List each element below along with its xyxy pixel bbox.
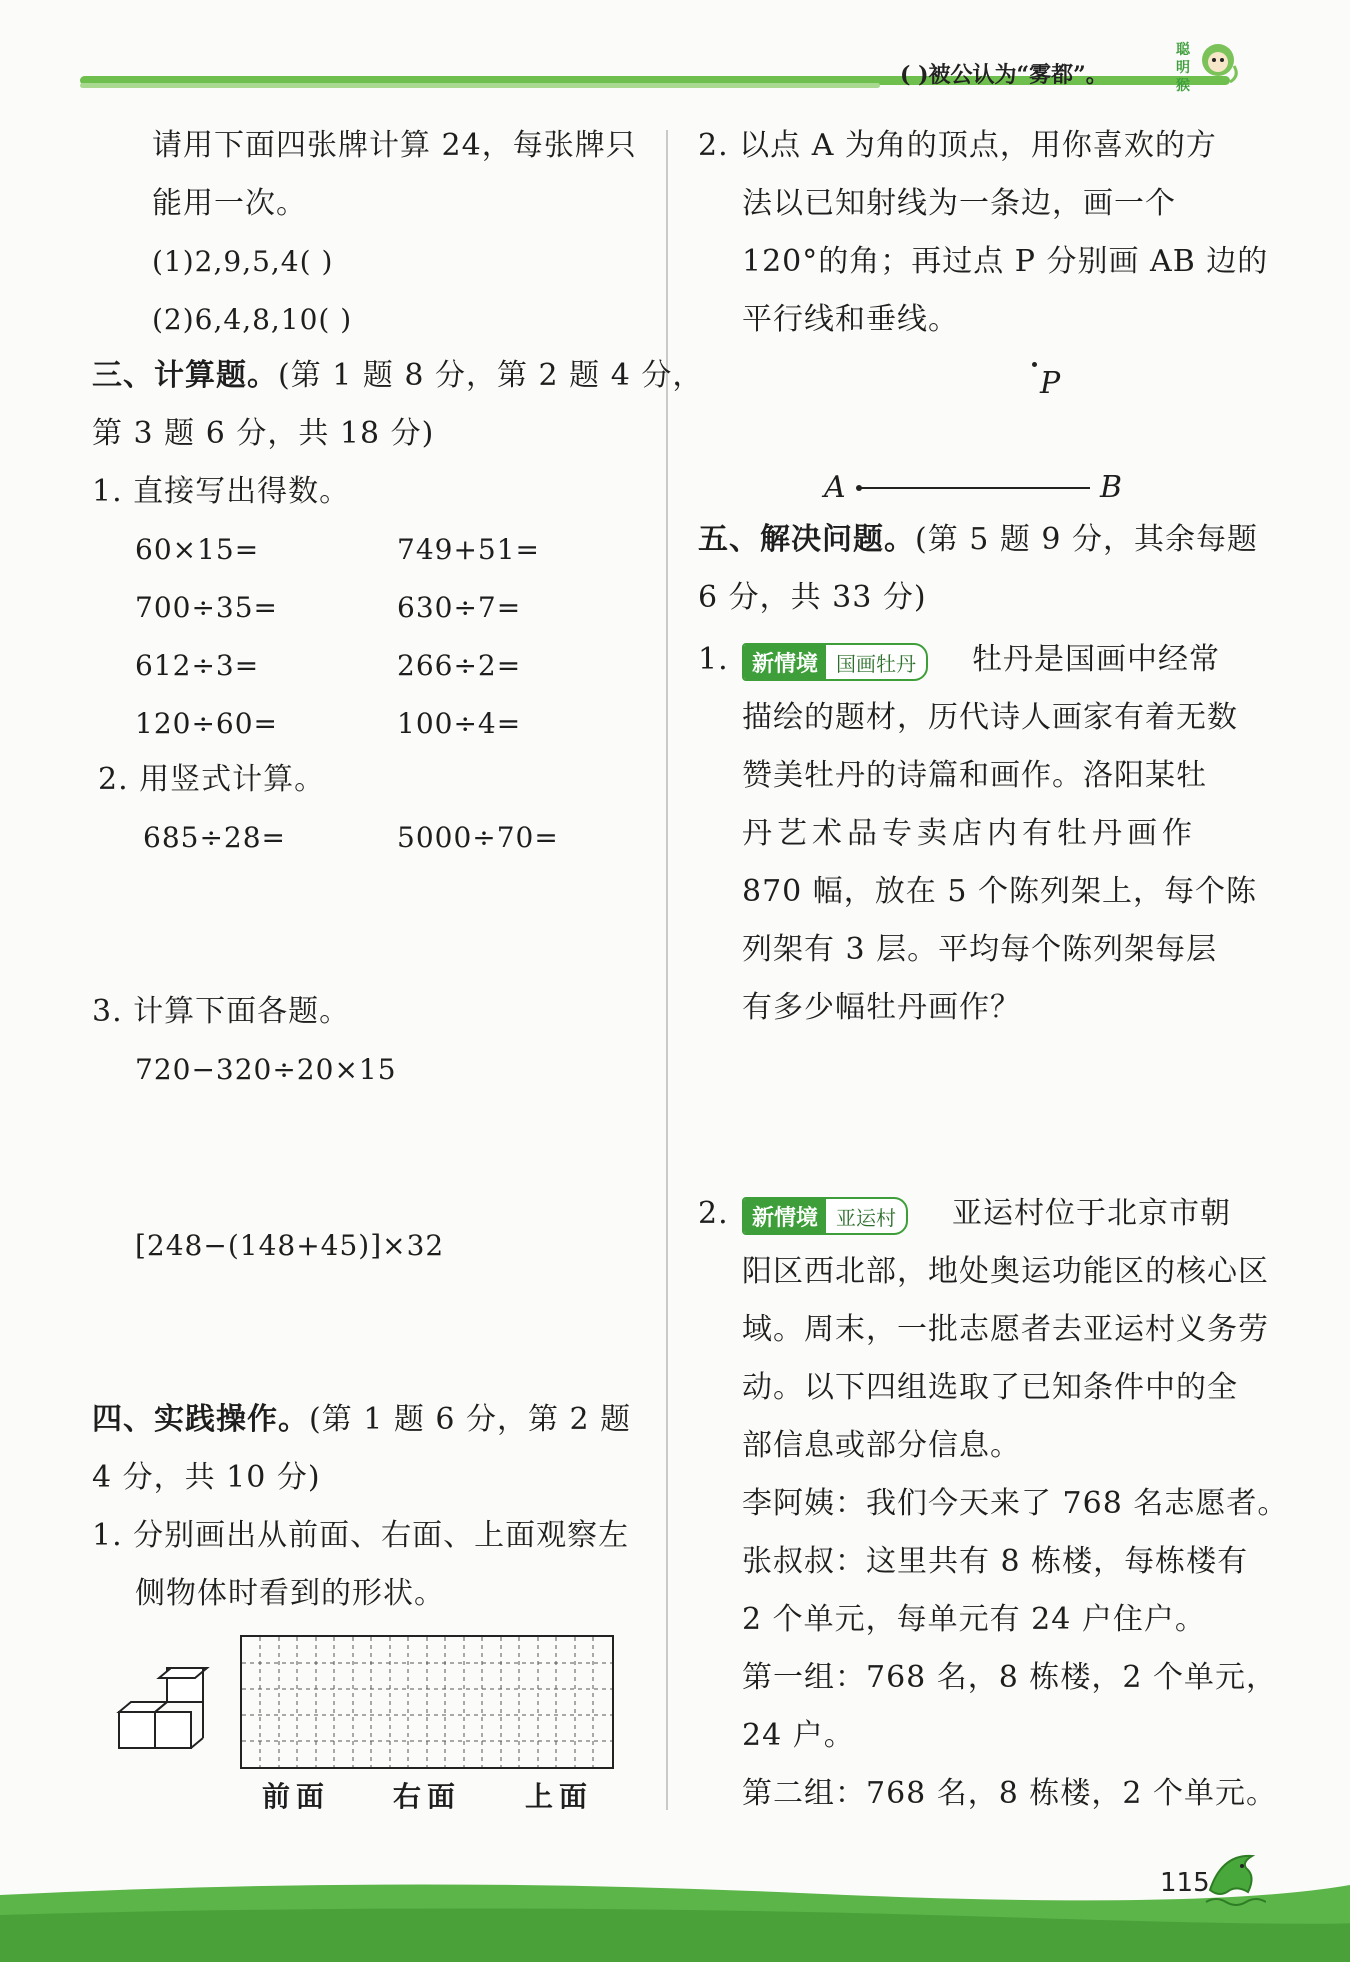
oral-4b: 100÷4= <box>397 707 522 740</box>
monkey-logo-icon <box>1172 30 1242 100</box>
tag-topic-label: 国画牡丹 <box>836 651 917 676</box>
section-3-note-2: 第 3 题 6 分，共 18 分) <box>92 416 435 451</box>
point-b-label: B <box>1100 470 1124 505</box>
card-set-2: (2)6,4,8,10( ) <box>152 303 353 336</box>
right-q2-line-2: 法以已知射线为一条边，画一个 <box>742 186 1176 221</box>
header-text: ( )被公认为“雾都”。 <box>900 62 1108 88</box>
problem-2-line-7: 张叔叔：这里共有 8 栋楼，每栋楼有 <box>742 1544 1249 1579</box>
new-context-tag-1 <box>742 643 928 681</box>
expression-1: 720−320÷20×15 <box>135 1053 397 1086</box>
problem-2-line-4: 动。以下四组选取了已知条件中的全 <box>742 1370 1238 1405</box>
point-a-label: A <box>824 470 847 505</box>
problem-2-line-10: 24 户。 <box>742 1718 855 1753</box>
cube-stack-figure <box>115 1660 215 1760</box>
section-4-q1-line-2: 侧物体时看到的形状。 <box>135 1576 445 1611</box>
section-5-title: 五、解决问题。 <box>698 522 915 557</box>
problem-2-line-8: 2 个单元，每单元有 24 户住户。 <box>742 1602 1206 1637</box>
problem-2-line-9: 第一组：768 名，8 栋楼，2 个单元， <box>742 1660 1278 1695</box>
problem-1-line-2: 描绘的题材，历代诗人画家有着无数 <box>742 700 1238 735</box>
tag-new-context-label: 新情境 <box>744 1199 826 1233</box>
new-context-tag-2 <box>742 1197 908 1235</box>
problem-1-line-1: 牡丹是国画中经常 <box>972 642 1220 677</box>
section-5-note-2: 6 分，共 33 分) <box>698 580 927 615</box>
svg-text:猴: 猴 <box>1176 78 1190 94</box>
section-4-heading <box>92 1402 631 1438</box>
section-4-q1-line-1: 1. 分别画出从前面、右面、上面观察左 <box>92 1518 630 1553</box>
section-4-note-2: 4 分，共 10 分) <box>92 1460 321 1495</box>
problem-2-number: 2. <box>698 1196 729 1231</box>
header-bar-highlight <box>80 83 880 88</box>
intro-line-2: 能用一次。 <box>152 186 307 221</box>
section-5-note-1: (第 5 题 9 分，其余每题 <box>915 522 1259 557</box>
oral-2a: 700÷35= <box>135 591 278 624</box>
point-p-dot <box>1032 362 1037 367</box>
problem-2-line-2: 阳区西北部，地处奥运功能区的核心区 <box>742 1254 1269 1289</box>
right-q2-line-1: 2. 以点 A 为角的顶点，用你喜欢的方 <box>698 128 1217 163</box>
page-number: 115 <box>1160 1868 1210 1898</box>
problem-2-line-11: 第二组：768 名，8 栋楼，2 个单元。 <box>742 1776 1278 1811</box>
vertical-calc-a: 685÷28= <box>143 821 286 854</box>
oral-4a: 120÷60= <box>135 707 278 740</box>
card-set-1: (1)2,9,5,4( ) <box>152 245 334 278</box>
section-5-heading <box>698 522 1258 558</box>
footer-band <box>0 1855 1350 1962</box>
problem-2-line-6: 李阿姨：我们今天来了 768 名志愿者。 <box>742 1486 1289 1521</box>
tag-new-context-label: 新情境 <box>744 645 826 679</box>
problem-1-line-5: 870 幅，放在 5 个陈列架上，每个陈 <box>742 874 1257 909</box>
expression-2: [248−(148+45)]×32 <box>135 1229 445 1262</box>
problem-1-line-3: 赞美牡丹的诗篇和画作。洛阳某牡 <box>742 758 1207 793</box>
problem-1-number: 1. <box>698 642 729 677</box>
ray-ab <box>858 487 1090 489</box>
section-3-note-1: (第 1 题 8 分，第 2 题 4 分， <box>278 358 704 393</box>
view-label-top: 上面 <box>525 1780 594 1813</box>
section-3-heading <box>92 358 703 394</box>
section-4-title: 四、实践操作。 <box>92 1402 309 1437</box>
vertical-calc-b: 5000÷70= <box>397 821 559 854</box>
tag-topic-label: 亚运村 <box>836 1205 897 1230</box>
oral-2b: 630÷7= <box>397 591 522 624</box>
section-3-title: 三、计算题。 <box>92 358 278 393</box>
dolphin-icon <box>1202 1846 1266 1910</box>
right-q2-line-4: 平行线和垂线。 <box>742 302 959 337</box>
section-4-note-1: (第 1 题 6 分，第 2 题 <box>309 1402 632 1437</box>
question-2: 2. 用竖式计算。 <box>98 762 326 797</box>
oral-1b: 749+51= <box>397 533 540 566</box>
problem-2-line-3: 域。周末，一批志愿者去亚运村义务劳 <box>742 1312 1269 1347</box>
drawing-grid[interactable] <box>240 1635 614 1769</box>
svg-text:聪: 聪 <box>1176 42 1190 58</box>
question-1: 1. 直接写出得数。 <box>92 474 351 509</box>
oral-3a: 612÷3= <box>135 649 260 682</box>
problem-1-line-4: 丹艺术品专卖店内有牡丹画作 <box>742 816 1197 851</box>
question-3: 3. 计算下面各题。 <box>92 994 351 1029</box>
problem-1-line-6: 列架有 3 层。平均每个陈列架每层 <box>742 932 1218 967</box>
intro-line-1: 请用下面四张牌计算 24，每张牌只 <box>152 128 637 163</box>
oral-1a: 60×15= <box>135 533 260 566</box>
problem-2-line-1: 亚运村位于北京市朝 <box>952 1196 1231 1231</box>
view-label-front: 前面 <box>262 1780 331 1813</box>
problem-1-line-7: 有多少幅牡丹画作？ <box>742 990 1021 1025</box>
point-p-label: P <box>1040 366 1062 401</box>
right-q2-line-3: 120°的角；再过点 P 分别画 AB 边的 <box>742 244 1269 279</box>
view-label-right: 右面 <box>393 1780 462 1813</box>
svg-text:明: 明 <box>1176 60 1190 76</box>
oral-3b: 266÷2= <box>397 649 522 682</box>
problem-2-line-5: 部信息或部分信息。 <box>742 1428 1021 1463</box>
